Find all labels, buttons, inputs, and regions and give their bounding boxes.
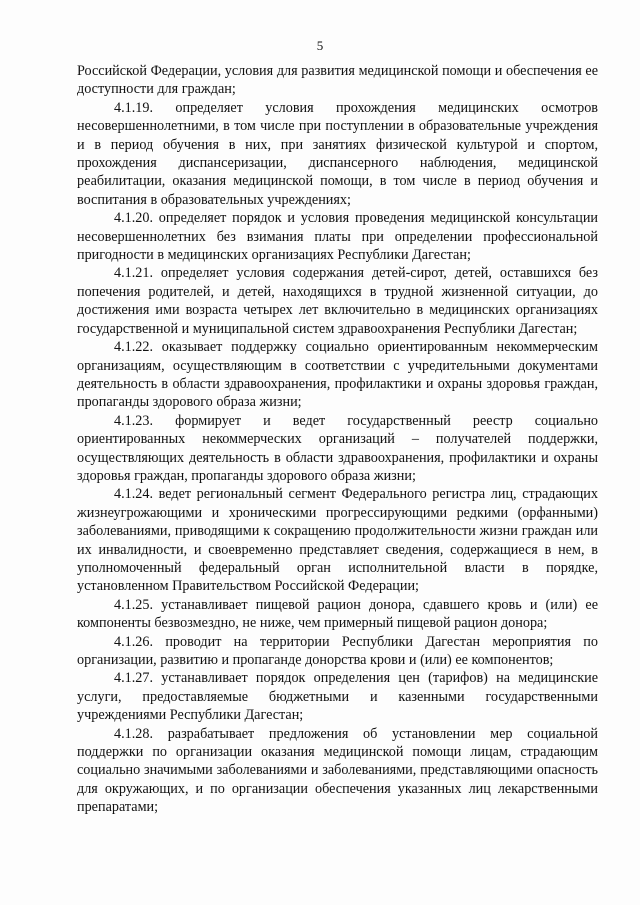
paragraph-continuation: Российской Федерации, условия для развития медицинской помощи и обеспечения ее доступности для граждан;: [77, 63, 598, 98]
paragraph-4-1-20: 4.1.20. определяет порядок и условия проведения медицинской консультации несовершеннолетних без взимания платы при определении профессиональной пригодности в медицинских организациях Республики Дагестан;: [77, 210, 598, 264]
paragraph-4-1-28: 4.1.28. разрабатывает предложения об установлении мер социальной поддержки по организации оказания медицинской помощи лицам, страдающим социально значимыми заболеваниями и заболеваниями, представляющими опасность для окружающих, и по организации обеспечения указанных лиц лекарственными препаратами;: [77, 725, 598, 816]
paragraph-4-1-25: 4.1.25. устанавливает пищевой рацион донора, сдавшего кровь и (или) ее компоненты безвозмездно, не ниже, чем примерный пищевой рацион донора;: [77, 596, 598, 632]
paragraph-4-1-19: 4.1.19. определяет условия прохождения медицинских осмотров несовершеннолетними, в том числе при поступлении в образовательные учреждения и в период обучения в них, при занятиях физической культурой и спортом, прохождения диспансеризации, диспансерного наблюдения, медицинской реабилитации, оказания медицинской помощи, в том числе в период обучения и воспитания в образовательных учреждениях;: [77, 99, 598, 208]
paragraph-4-1-24: 4.1.24. ведет региональный сегмент Федерального регистра лиц, страдающих жизнеугрожающими и хроническими прогрессирующими редкими (орфанными) заболеваниями, приводящими к сокращению продолжительности жизни граждан или их инвалидности, и своевременно представляет сведения, содержащиеся в нем, в уполномоченный федеральный орган исполнительной власти в порядке, установленном Правительством Российской Федерации;: [77, 486, 598, 595]
paragraph-4-1-23: 4.1.23. формирует и ведет государственный реестр социально ориентированных некоммерческих организаций – получателей поддержки, осуществляющих деятельность в области здравоохранения, профилактики и охраны здоровья граждан, пропаганды здорового образа жизни;: [77, 412, 598, 484]
page-number: 5: [316, 38, 324, 53]
paragraph-4-1-27: 4.1.27. устанавливает порядок определения цен (тарифов) на медицинские услуги, предоставляемые бюджетными и казенными государственными учреждениями Республики Дагестан;: [77, 670, 598, 724]
paragraph-4-1-22: 4.1.22. оказывает поддержку социально ориентированным некоммерческим организациям, осуществляющим в соответствии с учредительными документами деятельность в области здравоохранения, профилактики и охраны здоровья граждан, пропаганды здорового образа жизни;: [77, 339, 598, 411]
paragraph-4-1-26: 4.1.26. проводит на территории Республики Дагестан мероприятия по организации, развитию и пропаганде донорства крови и (или) ее компонентов;: [77, 633, 598, 668]
paragraph-4-1-21: 4.1.21. определяет условия содержания детей-сирот, детей, оставшихся без попечения родителей, и детей, находящихся в трудной жизненной ситуации, до достижения ими возраста четырех лет включительно в медицинских организациях государственной и муниципальной систем здравоохранения Республики Дагестан;: [77, 265, 598, 337]
document-body: [77, 62, 598, 817]
